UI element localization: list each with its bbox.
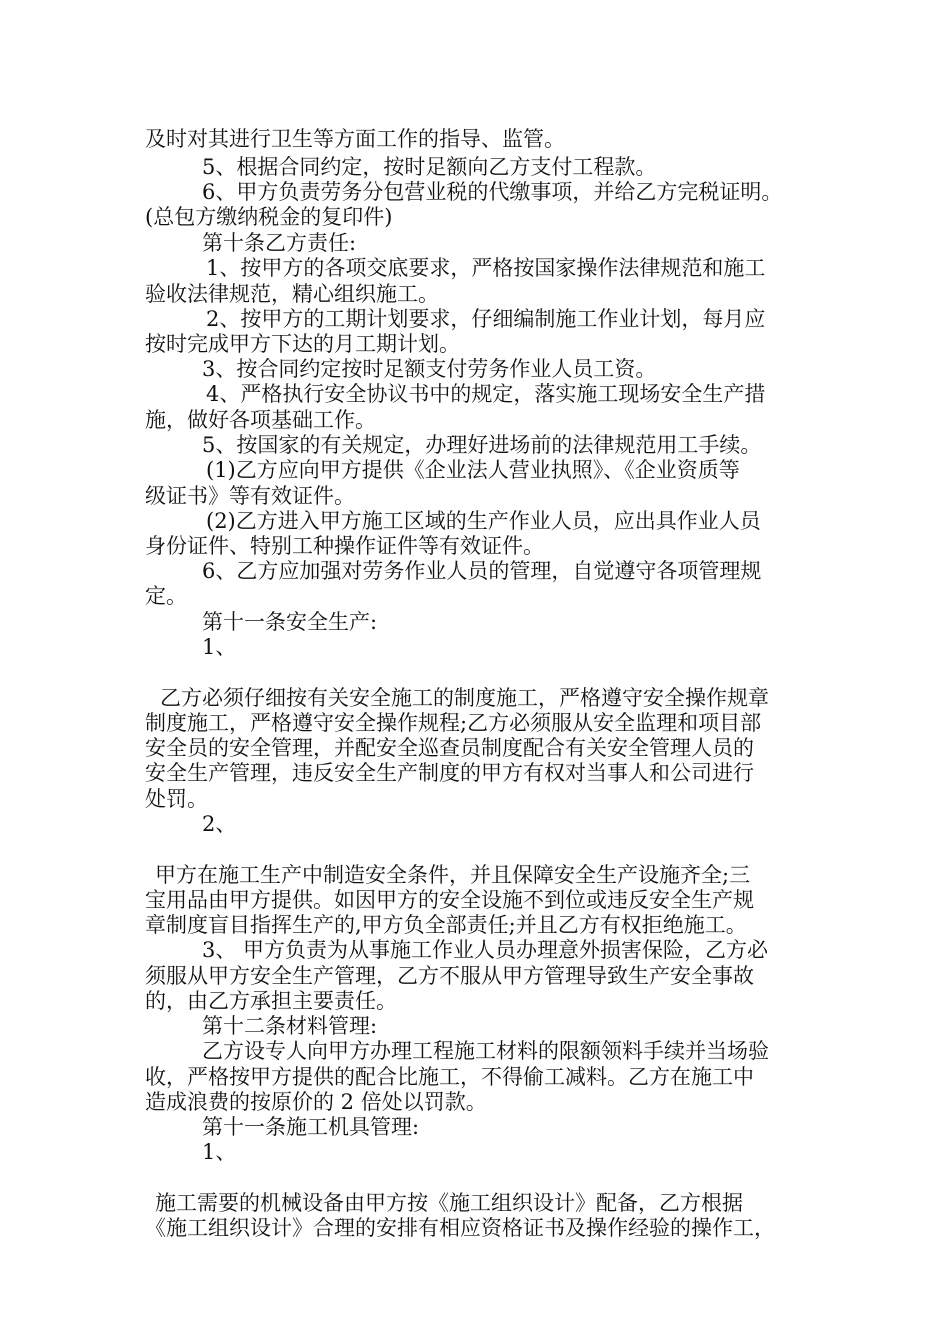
text-line: (总包方缴纳税金的复印件) [145,205,393,229]
text-line: 5、按国家的有关规定，办理好进场前的法律规范用工手续。 [202,433,762,457]
text-line: 乙方设专人向甲方办理工程施工材料的限额领料手续并当场验 [202,1039,769,1063]
text-line: 甲方在施工生产中制造安全条件，并且保障安全生产设施齐全;三 [155,863,751,887]
text-line: 及时对其进行卫生等方面工作的指导、监管。 [145,127,565,151]
text-line: 施工需要的机械设备由甲方按《施工组织设计》配备，乙方根据 [155,1191,743,1215]
text-line: 章制度盲目指挥生产的,甲方负全部责任;并且乙方有权拒绝施工。 [145,913,747,937]
text-line: 安全员的安全管理，并配安全巡查员制度配合有关安全管理人员的 [145,736,754,760]
text-line: 身份证件、特别工种操作证件等有效证件。 [145,534,544,558]
text-line: 6、甲方负责劳务分包营业税的代缴事项，并给乙方完税证明。 [202,180,783,204]
text-line: 乙方必须仔细按有关安全施工的制度施工，严格遵守安全操作规章 [160,686,769,710]
text-line: 处罚。 [145,787,208,811]
text-line: 制度施工，严格遵守安全操作规程;乙方必须服从安全监理和项目部 [145,711,762,735]
text-line: 4、严格执行安全协议书中的规定，落实施工现场安全生产措 [206,382,766,406]
text-line: 2、按甲方的工期计划要求，仔细编制施工作业计划，每月应 [206,307,766,331]
text-line: 《施工组织设计》合理的安排有相应资格证书及操作经验的操作工， [145,1216,775,1240]
text-line: 须服从甲方安全生产管理，乙方不服从甲方管理导致生产安全事故 [145,964,754,988]
text-line: 3、 甲方负责为从事施工作业人员办理意外损害保险，乙方必 [202,938,769,962]
text-line: 3、按合同约定按时足额支付劳务作业人员工资。 [202,357,657,381]
text-line: 1、 [202,635,237,659]
text-line: 2、 [202,812,237,836]
section-heading: 第十一条安全生产: [202,610,378,634]
text-line: 造成浪费的按原价的 2 倍处以罚款。 [145,1090,487,1114]
text-line: (2)乙方进入甲方施工区域的生产作业人员，应出具作业人员 [206,509,761,533]
section-heading: 第十一条施工机具管理: [202,1115,420,1139]
text-line: 验收法律规范，精心组织施工。 [145,282,439,306]
section-heading: 第十二条材料管理: [202,1014,378,1038]
text-line: 级证书》等有效证件。 [145,484,355,508]
text-line: 5、根据合同约定，按时足额向乙方支付工程款。 [202,155,657,179]
text-line: 的，由乙方承担主要责任。 [145,989,397,1013]
text-line: 按时完成甲方下达的月工期计划。 [145,332,460,356]
text-line: 6、乙方应加强对劳务作业人员的管理，自觉遵守各项管理规 [202,559,762,583]
text-line: (1)乙方应向甲方提供《企业法人营业执照》、《企业资质等 [206,458,740,482]
section-heading: 第十条乙方责任: [202,231,357,255]
text-line: 1、 [202,1140,237,1164]
text-line: 1、按甲方的各项交底要求，严格按国家操作法律规范和施工 [206,256,766,280]
text-line: 安全生产管理，违反安全生产制度的甲方有权对当事人和公司进行 [145,761,754,785]
text-line: 宝用品由甲方提供。如因甲方的安全设施不到位或违反安全生产规 [145,888,754,912]
text-line: 收，严格按甲方提供的配合比施工，不得偷工减料。乙方在施工中 [145,1065,754,1089]
text-line: 施，做好各项基础工作。 [145,408,376,432]
text-line: 定。 [145,584,187,608]
